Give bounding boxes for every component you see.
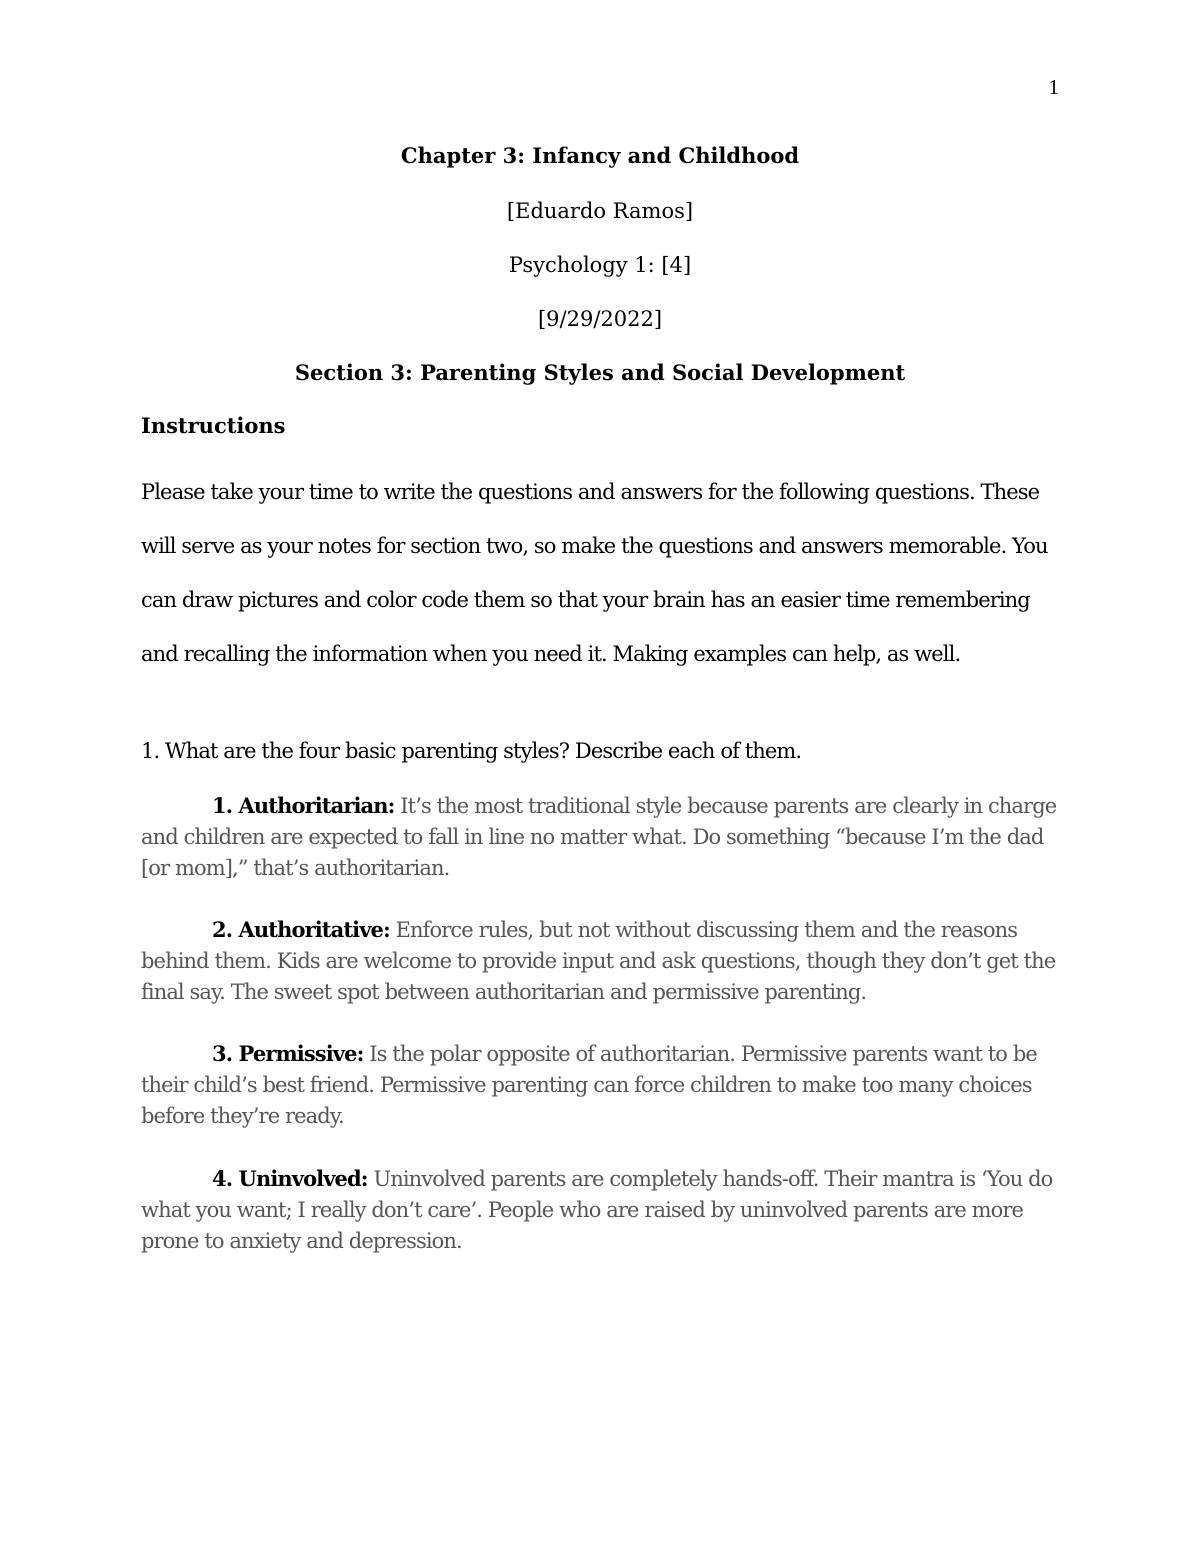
question-1: 1. What are the four basic parenting styles? Describe each of them. <box>141 739 802 763</box>
author-name: [Eduardo Ramos] <box>506 199 694 223</box>
answer-term: 4. Uninvolved: <box>212 1166 368 1191</box>
answer-uninvolved <box>141 1163 1061 1257</box>
answer-authoritative <box>141 914 1061 1008</box>
answer-term: 3. Permissive: <box>212 1041 364 1066</box>
answer-description: Enforce rules, but not without discussing them and the reasons behind them. Kids are welcome to provide input and ask questions, though they don’t get the final say. The sweet spot between authoritarian and permissive parenting. <box>141 918 1056 1004</box>
section-title: Section 3: Parenting Styles and Social Development <box>294 360 906 385</box>
document-date: [9/29/2022] <box>537 307 663 331</box>
page-number: 1 <box>1048 75 1059 99</box>
answer-description: Is the polar opposite of authoritarian. Permissive parents want to be their child’s best friend. Permissive parenting can force children to make too many choices before they’re ready. <box>141 1042 1037 1128</box>
course-name: Psychology 1: [4] <box>508 253 692 277</box>
answer-term: 1. Authoritarian: <box>212 793 395 818</box>
answer-description: Uninvolved parents are completely hands-off. Their mantra is ‘You do what you want; I really don’t care’. People who are raised by uninvolved parents are more prone to anxiety and depression. <box>141 1167 1053 1253</box>
answer-permissive <box>141 1038 1061 1132</box>
answer-authoritarian <box>141 790 1061 884</box>
instructions-heading: Instructions <box>141 413 286 438</box>
answer-term: 2. Authoritative: <box>212 917 390 942</box>
answer-description: It’s the most traditional style because parents are clearly in charge and children are expected to fall in line no matter what. Do something “because I’m the dad [or mom],” that’s authoritarian. <box>141 794 1057 880</box>
document-title: Chapter 3: Infancy and Childhood <box>400 143 800 168</box>
instructions-paragraph: Please take your time to write the questions and answers for the following questions. These will serve as your notes for section two, so make the questions and answers memorable. You can draw pictures and color code them so that your brain has an easier time remembering and recalling the information when you need it. Making examples can help, as well. <box>141 480 1048 666</box>
